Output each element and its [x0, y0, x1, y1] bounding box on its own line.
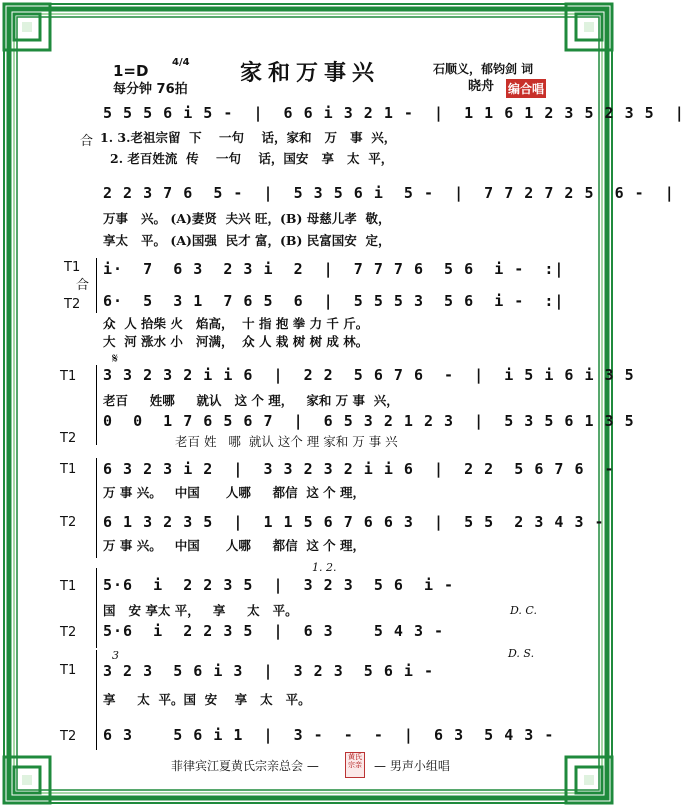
system2-notes: 2 2 3 7 6 5 - | 5 3 5 6 i 5 - | 7 7 2 7 2 5 6 - |: [103, 184, 675, 202]
key-signature: 1=D: [113, 62, 149, 80]
system3-brace: [96, 258, 97, 313]
song-title: 家和万事兴: [240, 60, 381, 86]
t2-label-5: T2: [60, 515, 77, 530]
system1-notes: 5 5 5 6 i 5 - | 6 6 i 3 2 1 - | 1 1 6 1 2 3 5 2 3 5 |: [103, 104, 685, 122]
arranger-stamp: 编合唱: [506, 79, 546, 98]
red-seal: 黄氏宗亲: [345, 752, 365, 778]
system5-t1-notes: 6 3 2 3 i 2 | 3 3 2 3 2 i i 6 | 2 2 5 6 7 6 -: [103, 460, 615, 478]
system2-lyric-verse2: 享太 平。 (A)国强 民才 富，(B) 民富国安 定，: [103, 233, 391, 248]
chorus-label-2: 合: [76, 278, 90, 293]
t1-label: T1: [64, 260, 81, 275]
footer-group: — 男声小组唱: [374, 759, 450, 773]
t2-label: T2: [64, 297, 81, 312]
volta-1-2: 1. 2.: [312, 561, 337, 574]
t1-label-4: T1: [60, 369, 77, 384]
system1-lyric-verse1: 1. 3.老祖宗留 下 一句 话，家和 万 事 兴，: [100, 130, 397, 145]
system4-t1-notes: 3 3 2 3 2 i i 6 | 2 2 5 6 7 6 - | i 5 i 6 i 3 5: [103, 366, 635, 384]
system7-t1-lyric: 享 太 平。国 安 享 太 平。: [103, 692, 311, 707]
arranger-name: 晓舟: [468, 79, 495, 94]
system5-brace: [96, 458, 97, 558]
chorus-label: 合: [80, 134, 94, 149]
system4-brace: [96, 365, 97, 445]
system3-t1-notes: i· 7 6 3 2 3 i 2 | 7 7 7 6 5 6 i - :|: [103, 260, 565, 278]
system3-t2-notes: 6· 5 3 1 7 6 5 6 | 5 5 5 3 5 6 i - :|: [103, 292, 565, 310]
system3-lyric-verse2: 大 河 涨水 小 河满， 众 人 栽 树 树 成 林。: [103, 334, 369, 349]
da-capo-mark: D. C.: [510, 604, 537, 617]
system6-t1-lyric: 国 安 享太 平， 享 太 平。: [103, 603, 298, 618]
volta-3: 3: [112, 649, 119, 662]
time-signature: 4/4: [172, 57, 190, 68]
footer-society: 菲律宾江夏黄氏宗亲总会 —: [171, 759, 319, 773]
system4-t1-lyric: 老百 姓哪 就认 这 个 理， 家和 万 事 兴，: [103, 393, 399, 408]
system7-t1-notes: 3 2 3 5 6 i 3 | 3 2 3 5 6 i -: [103, 662, 435, 680]
system7-t2-notes: 6 3 5 6 i 1 | 3 - - - | 6 3 5 4 3 -: [103, 726, 555, 744]
t2-label-4: T2: [60, 431, 77, 446]
system1-lyric-verse2: 2. 老百姓流 传 一句 话，国安 享 太 平，: [110, 151, 394, 166]
dal-segno-mark: D. S.: [508, 647, 535, 660]
segno-sign: 𝄋: [112, 351, 119, 367]
system5-t1-lyric: 万 事 兴。 中国 人哪 都信 这 个 理，: [103, 485, 366, 500]
t1-label-7: T1: [60, 663, 77, 678]
system4-t2-notes: 0 0 1 7 6 5 6 7 | 6 5 3 2 1 2 3 | 5 3 5 6 1 3 5: [103, 412, 635, 430]
t1-label-5: T1: [60, 462, 77, 477]
system2-lyric-verse1: 万事 兴。 (A)妻贤 夫兴 旺，(B) 母慈儿孝 敬，: [103, 211, 391, 226]
t1-label-6: T1: [60, 579, 77, 594]
tempo-marking: 每分钟 76拍: [113, 82, 188, 97]
system5-t2-notes: 6 1 3 2 3 5 | 1 1 5 6 7 6 6 3 | 5 5 2 3 4 3 -: [103, 513, 605, 531]
system5-t2-lyric: 万 事 兴。 中国 人哪 都信 这 个 理，: [103, 538, 366, 553]
system6-t1-notes: 5·6 i 2 2 3 5 | 3 2 3 5 6 i -: [103, 576, 455, 594]
t2-label-6: T2: [60, 625, 77, 640]
system6-t2-notes: 5·6 i 2 2 3 5 | 6 3 5 4 3 -: [103, 622, 445, 640]
system7-brace: [96, 650, 97, 750]
system6-brace: [96, 568, 97, 648]
t2-label-7: T2: [60, 729, 77, 744]
system3-lyric-verse1: 众 人 拾柴 火 焰高， 十 指 抱 拳 力 千 斤。: [103, 316, 369, 331]
system4-t2-lyric: 老百 姓 哪 就认 这个 理 家和 万 事 兴: [175, 434, 398, 449]
lyricist-credit: 石顺义，郁钧剑 词: [433, 62, 534, 76]
